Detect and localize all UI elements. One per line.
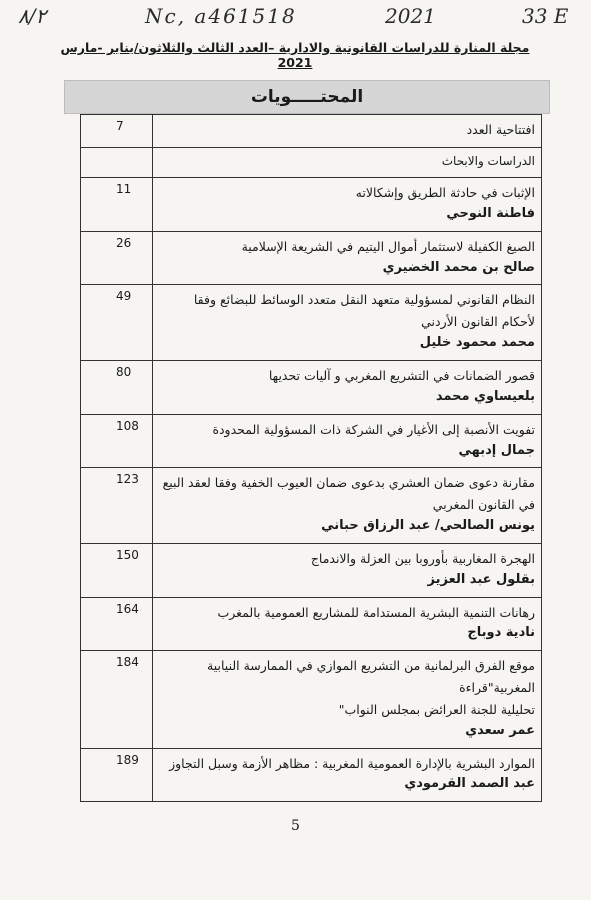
toc-entry-cell: [153, 543, 542, 597]
toc-entry-title: الإثبات في حادثة الطريق وإشكالاته: [355, 185, 535, 201]
toc-section-row: [81, 147, 542, 177]
toc-entry-title: النظام القانوني لمسؤولية متعهد النقل متعدد الوسائط للبضائع وفقا: [193, 292, 535, 308]
toc-page-number: 11: [116, 182, 132, 197]
toc-page-cell: [81, 360, 153, 414]
toc-page-cell: [81, 543, 153, 597]
toc-entry-cell: [153, 285, 542, 361]
toc-entry-author: عمر سعدي: [465, 722, 535, 738]
toc-entry-row: [81, 651, 542, 748]
toc-entry-title: رهانات التنمية البشرية المستدامة للمشاريع العمومية بالمغرب: [217, 604, 535, 620]
handwritten-fraction: ٨/٢: [18, 4, 47, 28]
toc-entry-author: صالح بن محمد الخضيري: [382, 259, 535, 275]
toc-entry-cell: [153, 597, 542, 651]
toc-page-number: 7: [116, 119, 124, 133]
toc-entry-author: عبد الصمد القرمودي: [404, 776, 535, 792]
toc-page-cell: [81, 414, 153, 468]
toc-entry-author: جمال إدبهي: [458, 442, 535, 458]
page-number: 5: [291, 818, 300, 834]
toc-entry-cell: [153, 178, 542, 232]
toc-entry-title: تحليلية للجنة العرائض بمجلس النواب": [338, 701, 535, 717]
toc-page-number: 164: [116, 601, 139, 616]
toc-page-number: 108: [116, 418, 139, 433]
toc-entry-title: قصور الضمانات في التشريع المغربي و آليات تحديها: [268, 367, 535, 383]
toc-entry-row: [81, 360, 542, 414]
toc-entry-row: [81, 597, 542, 651]
toc-page-cell: [81, 597, 153, 651]
toc-entry-title: الهجرة المغاربية بأوروبا بين العزلة والاندماج: [310, 550, 535, 566]
toc-page-number: 189: [116, 752, 139, 767]
toc-entry-cell: [153, 651, 542, 748]
handwritten-code: 33 E: [522, 4, 569, 28]
toc-entry-row: [81, 543, 542, 597]
toc-table: [80, 114, 542, 802]
toc-section-heading: الدراسات والابحاث: [441, 153, 535, 168]
toc-page-number: 150: [116, 547, 139, 562]
toc-entry-row: [81, 178, 542, 232]
toc-entry-cell: [153, 115, 542, 148]
toc-page-cell: [81, 748, 153, 802]
toc-entry-author: نادية دوباج: [467, 625, 535, 641]
journal-header: مجلة المنارة للدراسات القانونية والادارية –العدد الثالث والثلاثون/يناير -مارس 2021: [60, 40, 530, 70]
toc-entry-cell: [153, 468, 542, 544]
toc-entry-author: بقلول عبد العزيز: [427, 571, 535, 587]
toc-page-cell: [81, 115, 153, 148]
toc-entry-author: يونس الصالحي/ عبد الرزاق حباني: [321, 518, 535, 534]
toc-entry-row: [81, 414, 542, 468]
toc-entry-row: [81, 285, 542, 361]
toc-entry-row: [81, 231, 542, 285]
toc-entry-title: الموارد البشرية بالإدارة العمومية المغربية : مظاهر الأزمة وسبل التجاوز: [169, 755, 535, 771]
toc-entry-title: موقع الفرق البرلمانية من التشريع الموازي في الممارسة النيابية المغربية"قراءة: [207, 658, 535, 696]
toc-entry-title: افتتاحية العدد: [466, 122, 535, 137]
toc-entry-title: تفويت الأنصبة إلى الأغيار في الشركة ذات المسؤولية المحدودة: [212, 421, 535, 437]
handwritten-reference: Nc, a461518: [145, 4, 297, 28]
toc-page-number: 184: [116, 655, 139, 670]
toc-entry-cell: [153, 231, 542, 285]
toc-page-cell: [81, 285, 153, 361]
toc-page-cell: [81, 178, 153, 232]
toc-entry-title: لأحكام القانون الأردني: [421, 314, 535, 330]
toc-entry-author: بلعيساوي محمد: [435, 388, 535, 404]
toc-page-cell: [81, 468, 153, 544]
toc-page-number: 26: [116, 235, 132, 250]
toc-page-cell: [81, 231, 153, 285]
toc-entry-title: الصيغ الكفيلة لاستثمار أموال اليتيم في الشريعة الإسلامية: [241, 238, 535, 254]
toc-title: المحتـــــويات: [250, 87, 364, 107]
toc-entry-title: مقارنة دعوى ضمان العشري بدعوى ضمان العيوب الخفية وفقا لعقد البيع: [162, 475, 535, 491]
toc-page-cell: [81, 147, 153, 177]
toc-page-number: 80: [116, 364, 132, 379]
toc-title-box: [64, 80, 550, 114]
toc-entry-row: [81, 115, 542, 148]
handwritten-year: 2021: [385, 4, 436, 28]
toc-entry-author: محمد محمود خليل: [419, 335, 535, 351]
toc-entry-cell: [153, 360, 542, 414]
toc-entry-title: في القانون المغربي: [432, 497, 535, 513]
toc-entry-row: [81, 748, 542, 802]
toc-page-number: 49: [116, 289, 132, 304]
toc-entry-author: فاطنة النوحي: [446, 205, 535, 221]
toc-entry-row: [81, 468, 542, 544]
toc-entry-cell: [153, 147, 542, 177]
toc-page-cell: [81, 651, 153, 748]
toc-entry-cell: [153, 414, 542, 468]
toc-page-number: 123: [116, 472, 139, 487]
toc-entry-cell: [153, 748, 542, 802]
